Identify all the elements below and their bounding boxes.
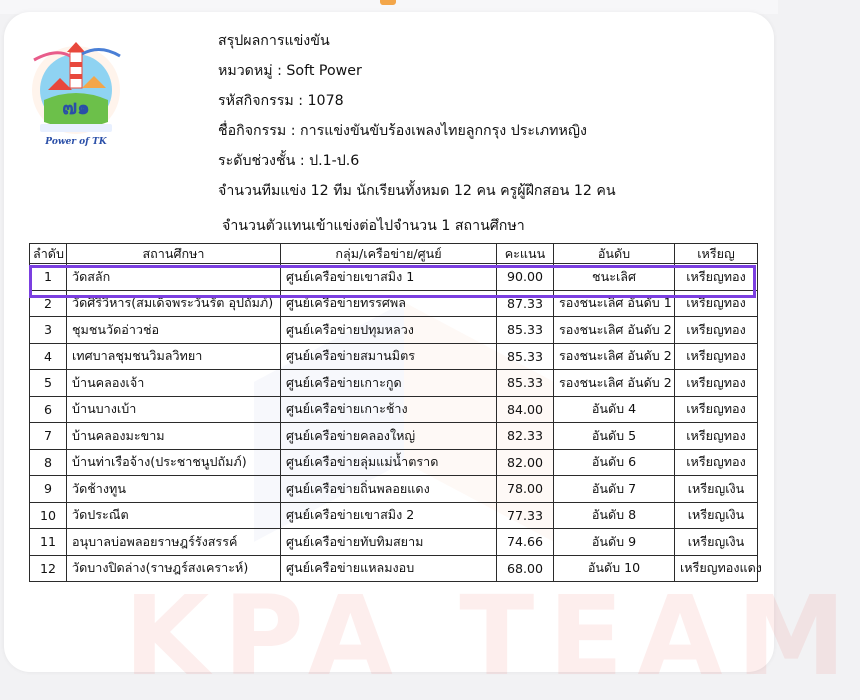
cell-medal: เหรียญเงิน (675, 476, 758, 503)
cell-rank: 9 (30, 476, 67, 503)
top-accent (380, 0, 396, 5)
table-row (30, 423, 758, 450)
cell-network: ศูนย์เครือข่ายเขาสมิง 1 (281, 264, 497, 291)
cell-placement: อันดับ 6 (554, 449, 675, 476)
watermark-text: KPA TEAM (124, 572, 860, 700)
cell-rank: 11 (30, 529, 67, 556)
logo-banner (40, 124, 112, 132)
cell-rank: 3 (30, 317, 67, 344)
logo-lighthouse (70, 52, 82, 88)
cell-school: บ้านคลองมะขาม (67, 423, 281, 450)
cell-score: 82.33 (497, 423, 554, 450)
cell-medal: เหรียญทอง (675, 396, 758, 423)
cell-placement: ชนะเลิศ (554, 264, 675, 291)
cell-medal: เหรียญทอง (675, 370, 758, 397)
cell-school: วัดช้างทูน (67, 476, 281, 503)
cell-score: 85.33 (497, 370, 554, 397)
logo-lighthouse-stripe (70, 62, 82, 67)
cell-school: บ้านบางเบ้า (67, 396, 281, 423)
cell-school: บ้านท่าเรือจ้าง(ประชาชนูปถัมภ์) (67, 449, 281, 476)
cell-medal: เหรียญเงิน (675, 502, 758, 529)
table-row (30, 476, 758, 503)
cell-score: 68.00 (497, 555, 554, 582)
cell-school: วัดศิริวิหาร(สมเด็จพระวันรัต อุปถัมภ์) (67, 290, 281, 317)
cell-rank: 4 (30, 343, 67, 370)
summary-info (218, 26, 616, 234)
cell-placement: รองชนะเลิศ อันดับ 1 (554, 290, 675, 317)
header-rank: ลำดับ (30, 244, 67, 264)
cell-school: บ้านคลองเจ้า (67, 370, 281, 397)
table-row (30, 290, 758, 317)
cell-network: ศูนย์เครือข่ายทรรศพล (281, 290, 497, 317)
table-row (30, 264, 758, 291)
cell-placement: รองชนะเลิศ อันดับ 2 (554, 370, 675, 397)
table-row (30, 529, 758, 556)
cell-score: 77.33 (497, 502, 554, 529)
cell-placement: อันดับ 8 (554, 502, 675, 529)
table-row (30, 555, 758, 582)
cell-medal: เหรียญทอง (675, 290, 758, 317)
cell-rank: 12 (30, 555, 67, 582)
cell-score: 78.00 (497, 476, 554, 503)
cell-rank: 6 (30, 396, 67, 423)
cell-medal: เหรียญทอง (675, 423, 758, 450)
logo-number: ๗๑ (62, 95, 90, 119)
cell-school: วัดสลัก (67, 264, 281, 291)
cell-network: ศูนย์เครือข่ายเขาสมิง 2 (281, 502, 497, 529)
table-row (30, 370, 758, 397)
cell-medal: เหรียญทอง (675, 449, 758, 476)
cell-school: วัดประณีต (67, 502, 281, 529)
header-medal: เหรียญ (675, 244, 758, 264)
header-school: สถานศึกษา (67, 244, 281, 264)
cell-rank: 8 (30, 449, 67, 476)
category: หมวดหมู่ : Soft Power (218, 63, 362, 79)
cell-placement: อันดับ 4 (554, 396, 675, 423)
logo-caption: Power of TK (45, 137, 107, 147)
cell-network: ศูนย์เครือข่ายเกาะกูด (281, 370, 497, 397)
cell-network: ศูนย์เครือข่ายลุ่มแม่น้ำตราด (281, 449, 497, 476)
representatives: จำนวนตัวแทนเข้าแข่งต่อไปจำนวน 1 สถานศึกษา (222, 218, 525, 234)
cell-score: 84.00 (497, 396, 554, 423)
cell-rank: 7 (30, 423, 67, 450)
activity-name: ชื่อกิจกรรม : การแข่งขันขับร้องเพลงไทยลูกกรุง ประเภทหญิง (218, 123, 587, 139)
cell-school: เทศบาลชุมชนวิมลวิทยา (67, 343, 281, 370)
cell-rank: 1 (30, 264, 67, 291)
cell-rank: 10 (30, 502, 67, 529)
cell-network: ศูนย์เครือข่ายปทุมหลวง (281, 317, 497, 344)
table-row (30, 317, 758, 344)
cell-placement: รองชนะเลิศ อันดับ 2 (554, 317, 675, 344)
cell-score: 85.33 (497, 317, 554, 344)
cell-medal: เหรียญทอง (675, 317, 758, 344)
header-score: คะแนน (497, 244, 554, 264)
level: ระดับช่วงชั้น : ป.1-ป.6 (218, 153, 360, 169)
activity-code: รหัสกิจกรรม : 1078 (218, 93, 344, 109)
cell-medal: เหรียญทอง (675, 343, 758, 370)
table-header-row (30, 244, 758, 264)
cell-school: อนุบาลบ่อพลอยราษฎร์รังสรรค์ (67, 529, 281, 556)
cell-network: ศูนย์เครือข่ายแหลมงอบ (281, 555, 497, 582)
cell-medal: เหรียญทองแดง (675, 555, 758, 582)
event-logo (26, 30, 126, 156)
cell-medal: เหรียญเงิน (675, 529, 758, 556)
table-row (30, 502, 758, 529)
cell-network: ศูนย์เครือข่ายทับทิมสยาม (281, 529, 497, 556)
logo-lighthouse-stripe2 (70, 74, 82, 79)
cell-school: ชุมชนวัดอ่าวช่อ (67, 317, 281, 344)
cell-score: 87.33 (497, 290, 554, 317)
table-row (30, 396, 758, 423)
cell-placement: อันดับ 7 (554, 476, 675, 503)
cell-medal: เหรียญทอง (675, 264, 758, 291)
cell-score: 90.00 (497, 264, 554, 291)
cell-placement: อันดับ 9 (554, 529, 675, 556)
document-title: สรุปผลการแข่งขัน (218, 33, 330, 49)
cell-rank: 5 (30, 370, 67, 397)
results-table (29, 243, 762, 582)
table-row (30, 449, 758, 476)
cell-score: 74.66 (497, 529, 554, 556)
cell-placement: อันดับ 10 (554, 555, 675, 582)
cell-network: ศูนย์เครือข่ายเกาะช้าง (281, 396, 497, 423)
cell-school: วัดบางปิดล่าง(ราษฎร์สงเคราะห์) (67, 555, 281, 582)
cell-score: 82.00 (497, 449, 554, 476)
participants: จำนวนทีมแข่ง 12 ทีม นักเรียนทั้งหมด 12 คน ครูผู้ฝึกสอน 12 คน (218, 183, 616, 199)
header-placement: อันดับ (554, 244, 675, 264)
cell-score: 85.33 (497, 343, 554, 370)
cell-network: ศูนย์เครือข่ายถิ่นพลอยแดง (281, 476, 497, 503)
cell-network: ศูนย์เครือข่ายสมานมิตร (281, 343, 497, 370)
cell-placement: รองชนะเลิศ อันดับ 2 (554, 343, 675, 370)
table-row (30, 343, 758, 370)
cell-network: ศูนย์เครือข่ายคลองใหญ่ (281, 423, 497, 450)
cell-rank: 2 (30, 290, 67, 317)
cell-placement: อันดับ 5 (554, 423, 675, 450)
header-network: กลุ่ม/เครือข่าย/ศูนย์ (281, 244, 497, 264)
